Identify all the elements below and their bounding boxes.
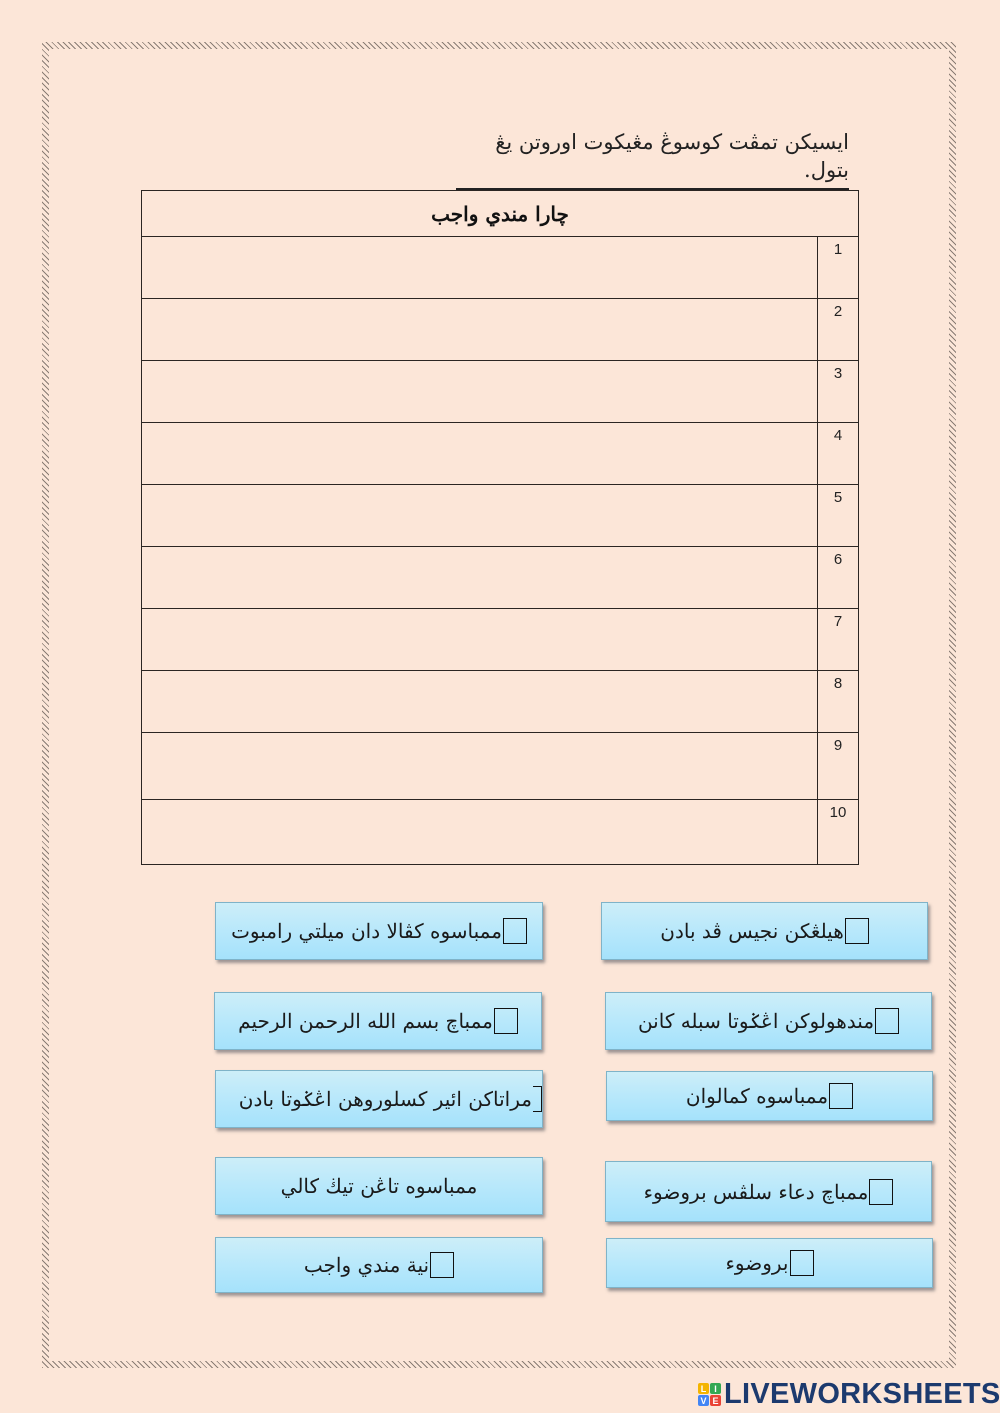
answer-drop-slot-8[interactable] [142,671,818,733]
row-number: 4 [818,423,859,485]
table-row [142,485,859,547]
answer-drop-slot-1[interactable] [142,237,818,299]
option-label: مندهولوكن اڠݢوتا سبله كانن [637,1009,875,1033]
option-card[interactable] [606,1071,933,1121]
logo-letter: E [710,1395,721,1406]
row-number: 5 [818,485,859,547]
checkbox-icon [430,1252,454,1278]
answer-drop-slot-9[interactable] [142,733,818,800]
table-row [142,361,859,423]
option-card[interactable] [215,902,543,960]
checkbox-icon [533,1086,542,1112]
option-label: ممباسوه كمالوان [685,1084,829,1108]
logo-letter: L [698,1383,709,1394]
checkbox-icon [829,1083,853,1109]
option-card[interactable] [601,902,928,960]
logo-letter: V [698,1395,709,1406]
option-card[interactable] [606,1238,933,1288]
option-label: ممباسوه کڤالا دان ميلتي رامبوت [231,919,502,943]
table-row [142,609,859,671]
answer-drop-slot-5[interactable] [142,485,818,547]
checkbox-icon [494,1008,518,1034]
row-number: 7 [818,609,859,671]
option-card[interactable] [215,1237,543,1293]
answer-drop-slot-6[interactable] [142,547,818,609]
checkbox-icon [869,1179,893,1205]
option-label: ممباچ دعاء سلڤس بروضوء [643,1179,869,1204]
row-number: 1 [818,237,859,299]
answer-drop-slot-2[interactable] [142,299,818,361]
row-number: 6 [818,547,859,609]
answer-drop-slot-7[interactable] [142,609,818,671]
table-row [142,547,859,609]
checkbox-icon [790,1250,814,1276]
answer-drop-slot-3[interactable] [142,361,818,423]
checkbox-icon [845,918,869,944]
live-grid-icon [698,1383,721,1406]
table-row [142,237,859,299]
table-row [142,423,859,485]
option-label: بروضوء [725,1251,789,1275]
instruction-text: ايسيكن تمڤت کوسوڠ مڠيكوت اوروتن يڠ بتول. [456,128,849,190]
answer-table [141,190,859,865]
option-label: هيلڠكن نجيس ڤد بادن [660,919,844,943]
table-header: چارا مندي واجب [142,191,859,237]
checkbox-icon [503,918,527,944]
checkbox-icon [875,1008,899,1034]
row-number: 8 [818,671,859,733]
option-label: ممباسوه تاڠن تيڬ كالي [280,1174,478,1198]
table-row [142,800,859,865]
logo-wordmark: LIVEWORKSHEETS [724,1378,1000,1410]
answer-drop-slot-4[interactable] [142,423,818,485]
row-number: 2 [818,299,859,361]
option-label: مراتاكن ائير كسلوروهن اڠݢوتا بادن [238,1087,532,1111]
table-row [142,299,859,361]
option-card[interactable] [605,1161,932,1222]
logo-letter: I [710,1383,721,1394]
row-number: 9 [818,733,859,800]
table-row [142,733,859,800]
option-card[interactable] [605,992,932,1050]
option-card[interactable] [215,1157,543,1215]
table-row [142,671,859,733]
row-number: 3 [818,361,859,423]
liveworksheets-logo[interactable] [698,1378,1000,1411]
option-card[interactable] [214,992,542,1050]
option-label: نية مندي واجب [303,1253,430,1277]
option-card[interactable] [215,1070,543,1128]
answer-drop-slot-10[interactable] [142,800,818,865]
option-label: ممباچ بسم الله الرحمن الرحيم [238,1009,493,1033]
row-number: 10 [818,800,859,865]
